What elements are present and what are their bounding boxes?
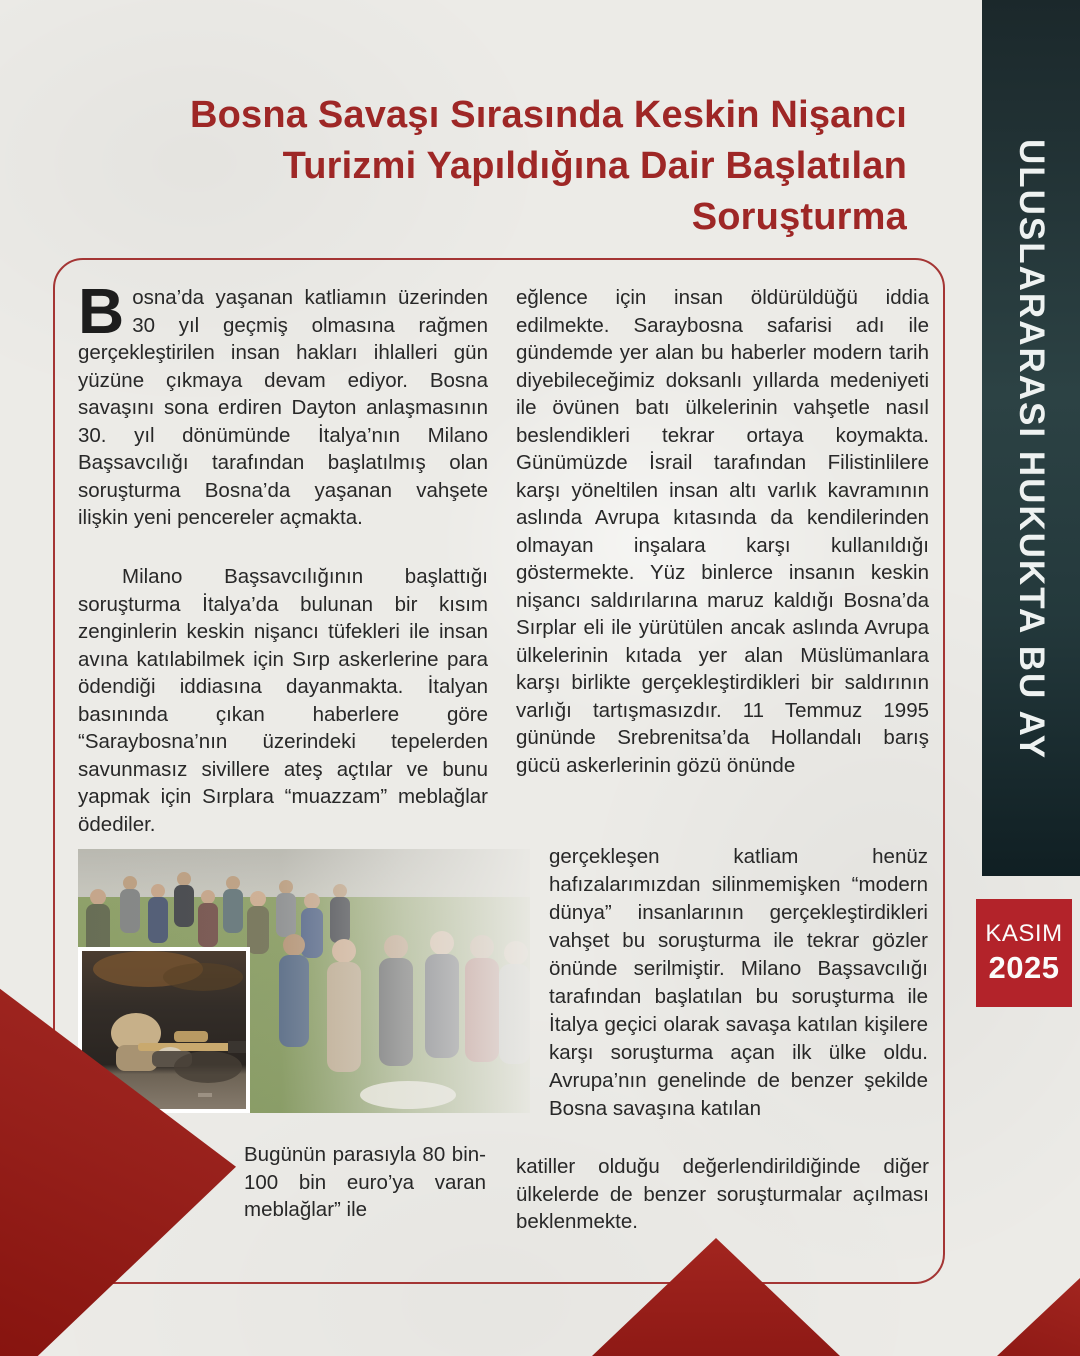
title-line-2: Turizmi Yapıldığına Dair Başlatılan <box>282 145 907 187</box>
column-2-block-2: gerçekleşen katliam henüz hafızalarımızdan silinmemişken “modern dünya” insanlarının gerçekleştirdikleri vahşet bu soruşturma ile tekrar gözler önünde serilmiştir. Milano Başsavcılığı tarafından başlatılan bu soruşturma ile İtalya geçici olarak savaşa katılan kişilere karşı soruşturma açan ilk ülke oldu. Avrupa’nın genelinde de benzer şekilde Bosna savaşına katılan <box>549 845 928 1120</box>
article-title <box>100 90 907 243</box>
section-label: ULUSLARARASI HUKUKTA BU AY <box>1012 139 1051 761</box>
title-line-1: Bosna Savaşı Sırasında Keskin Nişancı <box>189 94 907 136</box>
smoke-cloud <box>163 963 243 991</box>
paragraph-1-text: osna’da yaşanan katliamın üzerinden 30 yıl geçmiş olmasına rağmen gerçekleştirilen insan hakları ihlalleri gün yüzüne çıkmaya devam ediyor. Bosna savaşını sona erdiren Dayton anlaşmasının 30. yıl dönümünde İtalya’nın Milano Başsavcılığı tarafından başlatılmış olan soruşturma Bosna’da yaşanan vahşete ilişkin yeni pencereler açmakta. <box>78 286 488 529</box>
issue-month: KASIM <box>985 920 1063 947</box>
column-2-block-3: katiller olduğu değerlendirildiğinde diğer ülkelerde de benzer soruşturmalar açılması beklenmekte. <box>516 1155 929 1233</box>
issue-date-badge <box>976 899 1072 1007</box>
gravel <box>198 1093 212 1097</box>
issue-year: 2025 <box>988 950 1060 985</box>
section-sidebar <box>982 0 1080 876</box>
drop-cap: B <box>78 275 125 347</box>
paragraph-2: Milano Başsavcılığının başlattığı soruşturma İtalya’da bulunan bir kısım zenginlerin keskin nişancı tüfekleri ile insan avına katılabilmek için Sırp askerlerine para ödendiği iddiasına dayanmakta. İtalyan basınında çıkan haberlere göre “Saraybosna’nın üzerindeki tepelerden savunmasız sivillere ateş açtılar ve bunu yapmak için Sırplara “muazzam” meblağlar ödediler. <box>78 565 488 836</box>
title-line-3: Soruşturma <box>691 196 907 238</box>
caption-continuation: Bugünün parasıyla 80 bin-100 bin euro’ya varan meblağlar” ile <box>244 1143 486 1221</box>
paragraph-1 <box>78 275 488 532</box>
bottom-triangle-right <box>997 1278 1080 1356</box>
column-2-block-1: eğlence için insan öldürüldüğü iddia edilmekte. Saraybosna safarisi adı ile gündemde yer alan bu haberler modern tarih diyebileceğimiz doksanlı yıllarda medeniyeti ile övünen batı ülkelerinin vahşetle nasıl beslendikleri tekrar ortaya koymakta. Günümüzde İsrail tarafından Filistinlilere karşı yöneltilen insan altı varlık kavramının aslında Avrupa kıtasında da kendilerinden olmayan inşalara karşı kullanıldığı göstermekte. Yüz binlerce insanın keskin nişancı saldırılarına maruz kaldığı Bosna’da Sırplar eli ile yürütülen ancak aslında Avrupa ülkelerinin kıtada yer alan Müslümanlara karşı birlikte gerçekleştirdikleri bir saldırının varlığı tartışmasızdır. 11 Temmuz 1995 gününde Srebrenitsa’da Hollandalı barış gücü askerlerinin gözü önünde <box>516 286 929 777</box>
